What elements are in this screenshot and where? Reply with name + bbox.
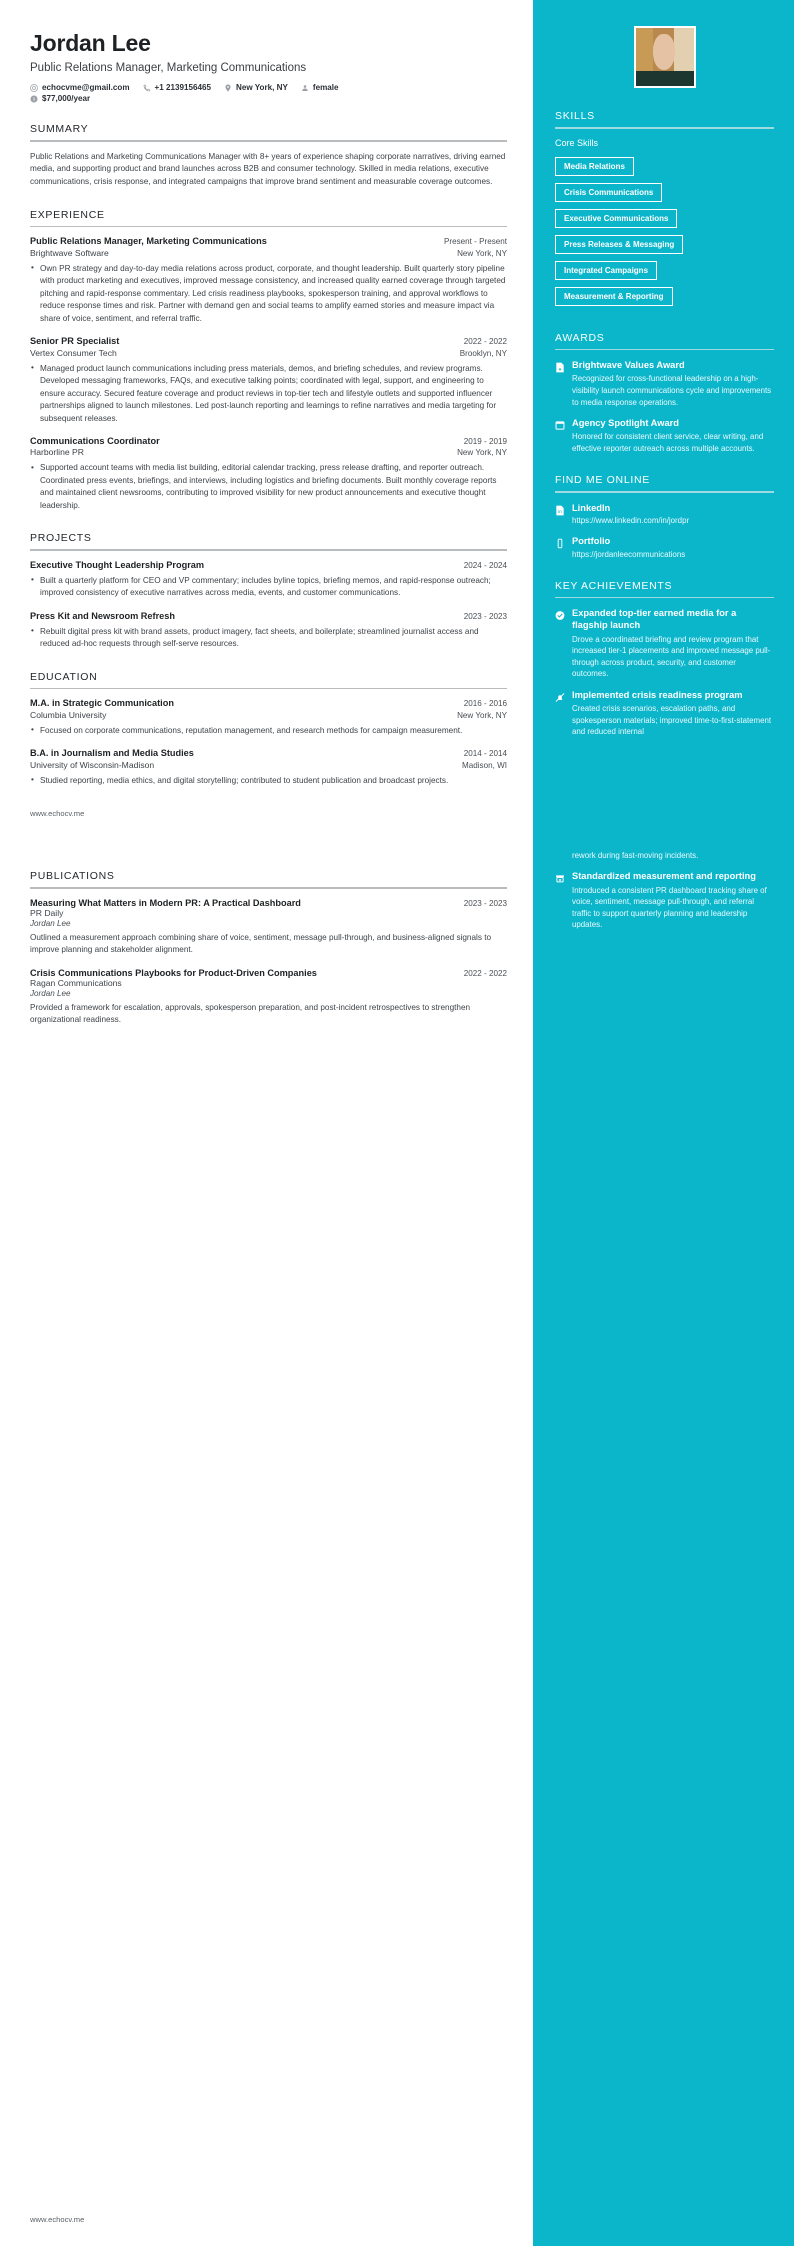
sidebar-section-online [555, 474, 774, 559]
achievement-description: Introduced a consistent PR dashboard tracking share of voice, sentiment, message pull-through, and referral traffic to support quarterly planning and leadership updates. [572, 885, 767, 930]
experience-entry [30, 436, 507, 512]
avatar-face [653, 34, 675, 70]
entry-role: B.A. in Journalism and Media Studies [30, 748, 194, 759]
entry-role: Executive Thought Leadership Program [30, 559, 205, 570]
section-education [30, 671, 507, 788]
entry-role: Communications Coordinator [30, 435, 160, 446]
achievement-item [555, 689, 774, 861]
contact-gender [301, 83, 339, 92]
page-title: Jordan Lee [30, 30, 151, 56]
achievement-item [555, 870, 774, 930]
sidebar [533, 0, 794, 2246]
page-footer-url: www.echocv.me [30, 809, 85, 819]
location-pin-icon [224, 84, 232, 92]
entry-organization: Harborline PR [30, 447, 84, 458]
entry-bullets [30, 775, 507, 787]
online-link-url[interactable]: https://www.linkedin.com/in/jordpr [572, 516, 690, 526]
contact-location-value: New York, NY [236, 83, 288, 92]
summary-text: Public Relations and Marketing Communications Manager with 8+ years of experience shaping corporate narratives, driving earned media, and supporting product and brand launches across B2B and consumer technology. Skilled in media relations, executive communications, crisis response, and integrated campaigns that improve brand sentiment and measurable coverage outcomes. [30, 151, 506, 186]
project-entry [30, 611, 507, 651]
online-link-url[interactable]: https://jordanleecommunications [572, 549, 686, 559]
skill-tag: Media Relations [555, 157, 634, 176]
entry-author: Jordan Lee [30, 918, 71, 928]
contact-email[interactable] [30, 83, 130, 92]
document-award-icon [555, 360, 565, 378]
projects-heading: PROJECTS [30, 532, 92, 545]
entry-dates: 2023 - 2023 [463, 898, 507, 908]
skill-tag: Press Releases & Messaging [555, 235, 683, 254]
skill-tag: Integrated Campaigns [555, 261, 657, 280]
skill-tag-list [555, 156, 774, 312]
entry-dates: 2019 - 2019 [463, 436, 507, 446]
bullet-item: • Focused on corporate communications, reputation management, and research methods for campaign measurement. [30, 725, 507, 737]
entry-description: Provided a framework for escalation, approvals, spokesperson preparation, and post-incident retrospectives to strengthen organizational readiness. [30, 1002, 471, 1025]
entry-role: Crisis Communications Playbooks for Product-Driven Companies [30, 967, 317, 978]
education-heading: EDUCATION [30, 670, 98, 683]
summary-divider [30, 140, 507, 142]
page2-footer-url: www.echocv.me [30, 2215, 85, 2224]
bullet-item: • Managed product launch communications including press materials, demos, and briefing schedules, and review programs. Developed messaging frameworks, FAQs, and executive talking points; coordinated with legal, support, and engineering to ensure accuracy. Secured feature coverage and product reviews in top-tier tech and lifestyle outlets and supported influencer partnerships aligned to launch milestones. Led post-launch reporting and learnings to refine narratives and media targeting for subsequent releases. [30, 363, 507, 425]
awards-divider [555, 349, 774, 351]
skill-tag: Measurement & Reporting [555, 287, 673, 306]
entry-dates: 2024 - 2024 [463, 560, 507, 570]
award-description: Recognized for cross-functional leadership on a high-visibility launch communications cycle and improvements to media response operations. [572, 374, 772, 407]
avatar [634, 26, 696, 88]
entry-location: New York, NY [457, 248, 507, 258]
skill-tag: Crisis Communications [555, 183, 662, 202]
award-description: Honored for consistent client service, clear writing, and effective reporter outreach across multiple accounts. [572, 432, 764, 453]
contact-location [224, 83, 288, 92]
linkedin-doc-icon [555, 503, 565, 521]
achievement-description-continued: rework during fast-moving incidents. [572, 850, 699, 860]
publications-divider [30, 887, 507, 889]
page-break-gap [572, 738, 774, 850]
achievement-description: Drove a coordinated briefing and review program that increased tier-1 placements and improved message pull-through across product, security, and customer outcomes. [572, 634, 771, 679]
entry-role: Public Relations Manager, Marketing Communications [30, 236, 267, 247]
contact-salary [30, 94, 90, 103]
entry-organization: Ragan Communications [30, 977, 122, 988]
online-link-portfolio[interactable] [555, 535, 774, 559]
bullet-item: • Own PR strategy and day-to-day media relations across product, corporate, and thought leadership. Built quarterly story pipeline with product marketing and executives, improved message consistency, and increased quality earned coverage through targeted pitching and rapid-response commentary. Led crisis readiness playbooks, spokesperson training, and approval workflows to reduce response times and risk. Partner with demand gen and social teams to amplify earned stories and measure impact via share of voice, sentiment, and referral traffic. [30, 263, 507, 325]
bullet-item: • Rebuilt digital press kit with brand assets, product imagery, fact sheets, and boilerplate; streamlined journalist access and reduced ad-hoc requests through self-serve resources. [30, 626, 507, 651]
online-link-label: Portfolio [572, 536, 611, 547]
education-entry [30, 748, 507, 787]
publication-entry [30, 968, 507, 1027]
entry-dates: 2022 - 2022 [463, 968, 507, 978]
entry-role: Measuring What Matters in Modern PR: A Practical Dashboard [30, 897, 301, 908]
skills-divider [555, 127, 774, 129]
entry-role: Senior PR Specialist [30, 336, 120, 347]
svg-text:in: in [558, 509, 562, 515]
award-item [555, 417, 774, 454]
entry-bullets [30, 725, 507, 737]
contact-row [30, 83, 507, 92]
experience-heading: EXPERIENCE [30, 208, 105, 221]
skill-tag: Executive Communications [555, 209, 677, 228]
achievement-title: Expanded top-tier earned media for a flagship launch [572, 608, 737, 631]
summary-heading: SUMMARY [30, 123, 89, 135]
mobile-portfolio-icon [555, 536, 565, 554]
entry-dates: 2022 - 2022 [463, 337, 507, 347]
entry-bullets [30, 363, 507, 425]
awards-heading: AWARDS [555, 331, 605, 344]
sidebar-section-achievements [555, 580, 774, 931]
skills-subtitle: Core Skills [555, 137, 599, 148]
achievement-item [555, 607, 774, 680]
calendar-icon [555, 418, 565, 436]
entry-organization: PR Daily [30, 907, 64, 918]
online-divider [555, 491, 774, 493]
section-projects [30, 532, 507, 650]
entry-location: New York, NY [457, 710, 507, 720]
online-link-linkedin[interactable] [555, 502, 774, 526]
section-experience [30, 209, 507, 513]
achievements-heading: KEY ACHIEVEMENTS [555, 579, 673, 592]
experience-entry [30, 236, 507, 325]
publication-entry [30, 898, 507, 957]
education-entry [30, 698, 507, 737]
entry-bullets [30, 575, 507, 600]
publications-heading: PUBLICATIONS [30, 870, 115, 883]
education-divider [30, 688, 507, 690]
professional-headline: Public Relations Manager, Marketing Communications [30, 62, 307, 74]
entry-description: Outlined a measurement approach combining share of voice, sentiment, message pull-through, and business-aligned signals to improve planning and stakeholder alignment. [30, 932, 492, 955]
person-icon [301, 84, 309, 92]
entry-bullets [30, 263, 507, 325]
project-entry [30, 560, 507, 600]
projects-divider [30, 549, 507, 551]
contact-phone[interactable] [143, 83, 212, 92]
entry-author: Jordan Lee [30, 988, 71, 998]
experience-entry [30, 336, 507, 425]
sidebar-section-awards [555, 332, 774, 455]
award-title: Brightwave Values Award [572, 360, 685, 371]
entry-location: Brooklyn, NY [459, 348, 507, 358]
entry-organization: University of Wisconsin-Madison [30, 759, 155, 770]
entry-organization: Brightwave Software [30, 247, 109, 258]
bullet-item: • Built a quarterly platform for CEO and VP commentary; includes byline topics, briefing memos, and rapid-response outreach; improved consistency of executive narratives across media, events, and customer communications. [30, 575, 507, 600]
avatar-body [636, 71, 694, 86]
contact-row-second [30, 94, 507, 103]
section-summary [30, 123, 507, 189]
salary-info-icon [30, 95, 38, 103]
check-circle-icon [555, 608, 565, 626]
entry-role: M.A. in Strategic Communication [30, 698, 174, 709]
contact-phone-value: +1 2139156465 [154, 83, 212, 92]
achievements-divider [555, 597, 774, 599]
online-link-label: LinkedIn [572, 502, 611, 513]
achievement-title: Implemented crisis readiness program [572, 689, 743, 700]
phone-icon [143, 84, 151, 92]
award-item [555, 359, 774, 408]
entry-dates: 2023 - 2023 [463, 611, 507, 621]
achievement-title: Standardized measurement and reporting [572, 871, 756, 882]
entry-dates: Present - Present [444, 237, 507, 247]
skills-heading: SKILLS [555, 110, 595, 122]
bell-off-icon [555, 690, 565, 708]
archive-box-icon [555, 871, 565, 889]
entry-role: Press Kit and Newsroom Refresh [30, 610, 176, 621]
entry-organization: Vertex Consumer Tech [30, 347, 117, 358]
online-heading: FIND ME ONLINE [555, 474, 650, 487]
entry-location: Madison, WI [462, 760, 507, 770]
contact-salary-value: $77,000/year [42, 94, 91, 103]
entry-dates: 2014 - 2014 [463, 749, 507, 759]
contact-email-value: echocvme@gmail.com [42, 83, 130, 92]
bullet-item: • Supported account teams with media list building, editorial calendar tracking, press release drafting, and reporter outreach. Coordinated press events, briefings, and interviews, including logistics and briefing documents. Built monthly coverage reports and maintained client newsrooms, contributing to improved visibility for new product announcements and executive thought leadership. [30, 462, 507, 512]
entry-organization: Columbia University [30, 709, 107, 720]
sidebar-section-skills [555, 110, 774, 312]
entry-bullets [30, 462, 507, 512]
entry-location: New York, NY [457, 448, 507, 458]
entry-dates: 2016 - 2016 [463, 699, 507, 709]
achievement-description: Created crisis scenarios, escalation paths, and spokesperson materials; improved time-to-first-statement and reduced internal [572, 704, 772, 737]
experience-divider [30, 226, 507, 228]
email-icon [30, 84, 38, 92]
award-title: Agency Spotlight Award [572, 418, 679, 429]
contact-gender-value: female [312, 83, 339, 92]
bullet-item: • Studied reporting, media ethics, and digital storytelling; contributed to student publication and broadcast projects. [30, 775, 507, 787]
section-publications [30, 870, 507, 1026]
entry-bullets [30, 626, 507, 651]
